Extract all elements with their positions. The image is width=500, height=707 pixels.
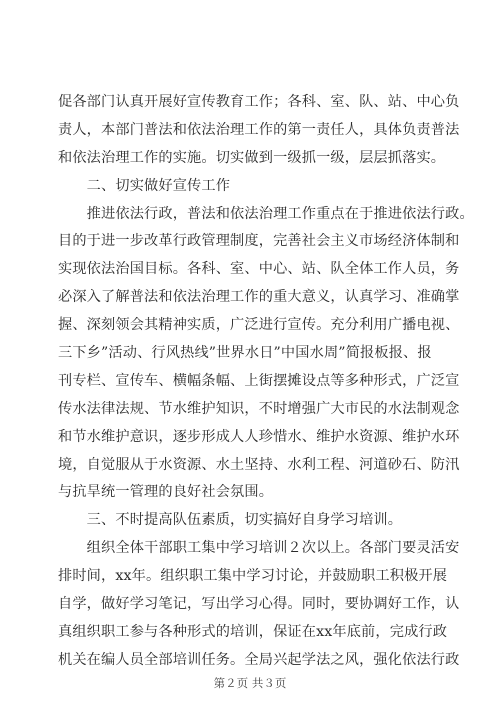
page-number: 第２页 共３页	[213, 676, 287, 690]
text-line: 必深入了解普法和依法治理工作的重大意义，认真学习、准确掌	[58, 289, 460, 306]
text-line: 和依法治理工作的实施。切实做到一级抓一级，层层抓落实。	[58, 149, 446, 166]
section-heading: 三、不时提高队伍素质，切实搞好自身学习培训。	[58, 512, 403, 529]
text-line: 实现依法治国目标。各科、室、中心、站、队全体工作人员，务	[58, 261, 460, 278]
text-line: 责人，本部门普法和依法治理工作的第一责任人，具体负责普法	[58, 121, 460, 138]
text-line: 刊专栏、宣传车、横幅条幅、上街摆摊设点等多种形式，广泛宣	[58, 372, 460, 389]
document-body	[58, 89, 474, 675]
text-line: 与抗旱统一管理的良好社会氛围。	[58, 484, 274, 501]
text-line: 真组织职工参与各种形式的培训，保证在xx年底前，完成行政	[58, 623, 448, 640]
text-line: 促各部门认真开展好宣传教育工作；各科、室、队、站、中心负	[58, 94, 460, 110]
text-line: 和节水维护意识，逐步形成人人珍惜水、维护水资源、维护水环	[58, 428, 460, 445]
text-line: 三下乡”活动、行风热线”世界水日”中国水周”简报板报、报	[58, 345, 432, 362]
text-line: 目的于进一步改革行政管理制度，完善社会主义市场经济体制和	[58, 233, 460, 250]
text-line: 组织全体干部职工集中学习培训２次以上。各部门要灵活安	[58, 540, 460, 557]
text-line: 排时间，xx年。组织职工集中学习讨论，并鼓励职工积极开展	[58, 568, 448, 585]
text-line: 推进依法行政，普法和依法治理工作重点在于推进依法行政。	[58, 205, 474, 222]
text-line: 传水法律法规、节水维护知识，不时增强广大市民的水法制观念	[58, 400, 460, 417]
text-line: 握、深刻领会其精神实质，广泛进行宣传。充分利用广播电视、	[58, 317, 460, 334]
text-line: 自学，做好学习笔记，写出学习心得。同时，要协调好工作，认	[58, 596, 460, 613]
text-line: 机关在编人员全部培训任务。全局兴起学法之风，强化依法行政	[58, 651, 460, 668]
text-line: 境，自觉服从于水资源、水土坚持、水利工程、河道砂石、防汛	[58, 456, 460, 473]
section-heading: 二、切实做好宣传工作	[58, 177, 231, 194]
